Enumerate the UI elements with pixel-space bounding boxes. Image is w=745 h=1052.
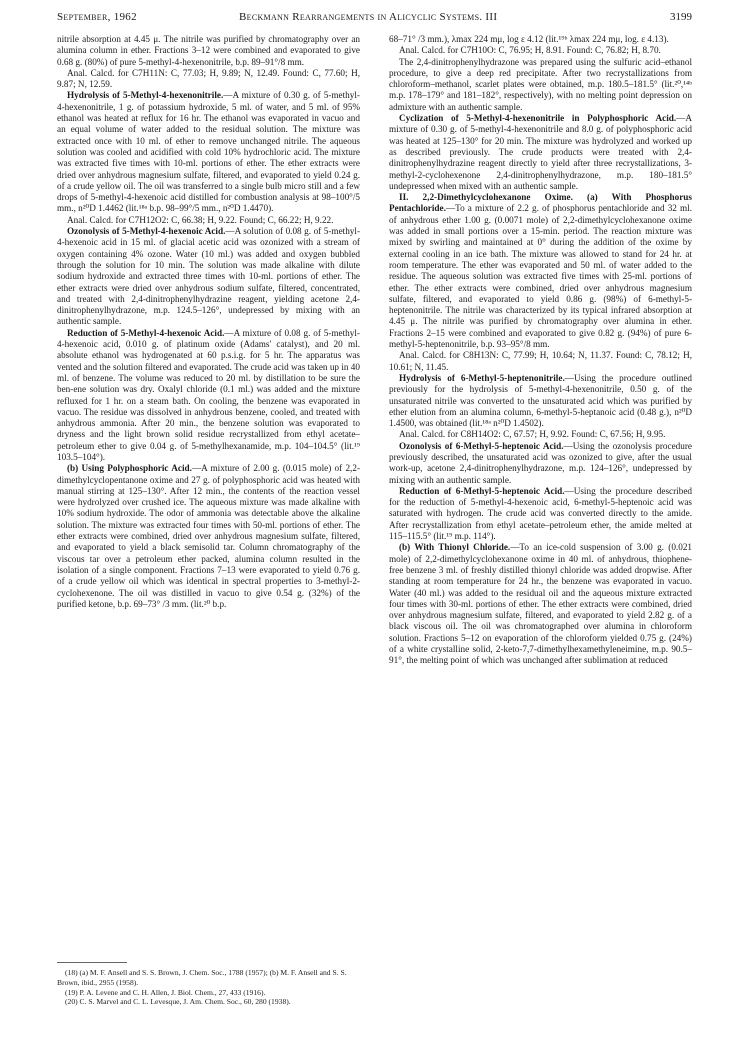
paragraph: Anal. Calcd. for C7H11N: C, 77.03; H, 9.89; N, 12.49. Found: C, 77.60; H, 9.87; N, 12.59.: [57, 67, 360, 90]
paragraph: (b) Using Polyphosphoric Acid.—A mixture of 2.00 g. (0.015 mole) of 2,2-dimethylcyclopentanone oxime and 27 g. of polyphosphoric acid was heated with manual stirring at 125–130°. After 12 min., the contents of the reaction vessel were hydrolyzed over crushed ice. The aqueous mixture was made alkaline with 10% sodium hydroxide. The odor of ammonia was detectable above the alkaline solution. The mixture was extracted four times with 50-ml. portions of ether. The ether extracts were combined, dried over anhydrous magnesium sulfate, filtered, and evaporated to yield a black semisolid tar. Column chromatography of the viscous tar over a petroleum ether packed, alumina column resulted in the isolation of a single component. Fractions 7–13 were evaporated to yield 0.76 g. of a crude yellow oil which was identical in spectral properties to 3-methyl-2-cyclohexenone. The oil was distilled in vacuo to give 0.54 g. (32%) of the purified ketone, b.p. 69–73° /3 mm. (lit.²⁰ b.p.: [57, 463, 361, 609]
paragraph: Anal. Calcd. for C7H10O: C, 76.95; H, 8.91. Found: C, 76.82; H, 8.70.: [399, 45, 661, 56]
paragraph: II. 2,2-Dimethylcyclohexanone Oxime. (a) With Phosphorus Pentachloride.—To a mixture of 2.2 g. of phosphorus pentachloride and 32 ml. of anhydrous ether 1.00 g. (0.0071 mole) of 2,2-dimethylcyclohexanone oxime was added in small portions over a 15-min. period. The reaction mixture was mixed by swirling and maintained at 0° during the addition of the oxime by external cooling in an ice bath. The mixture was allowed to stand for 24 hr. at room temperature. The ether was evaporated and 50 ml. of water added to the residue. The aqueous solution was extracted five times with 25-ml. portions of ether. The ether extracts were combined, dried over anhydrous magnesium sulfate, filtered, and evaporated to yield 0.86 g. (98%) of 6-methyl-5-heptenonitrile. The nitrile was characterized by its typical infrared absorption at 4.45 μ. The nitrile was purified by chromatography over alumina in ether. Fractions 2–15 were combined and evaporated to give 0.82 g. (94%) of pure 6-methyl-5-heptenonitrile, b.p. 93–95°/8 mm.: [389, 192, 692, 350]
page-number: 3199: [670, 11, 692, 23]
paragraph: nitrile absorption at 4.45 μ. The nitrile was purified by chromatography over an alumina column in ether. Fractions 3–12 were combined and evaporated to give 0.68 g. (80%) of pure 5-methyl-4-hexenonitrile, b.p. 89–91°/8 mm.: [57, 34, 360, 67]
paragraph: 68–71° /3 mm.), λmax 224 mμ, log ε 4.12 (lit.¹⁹ᵇ λmax 224 mμ, log. ε 4.13).: [389, 34, 669, 44]
footnotes: [57, 968, 360, 1007]
paragraph: Reduction of 6-Methyl-5-heptenoic Acid.—Using the procedure described for the reduction of 5-methyl-4-hexenoic acid, 6-methyl-5-heptenoic acid was saturated with hydrogen. The crude acid was converted directly to the amide. After recrystallization from ethyl acetate–petroleum ether, the amide melted at 115–115.5° (lit.¹⁹ m.p. 114°).: [389, 485, 693, 542]
running-header: [57, 11, 692, 25]
footnote-rule: [57, 962, 127, 963]
paragraph: Hydrolysis of 5-Methyl-4-hexenonitrile.—A mixture of 0.30 g. of 5-methyl-4-hexenonitrile, 1 g. of potassium hydroxide, 5 ml. of water, and 5 ml. of 95% ethanol was heated at reflux for 16 hr. The ethanol was evaporated in vacuo and an equal volume of water added to the residual solution. The mixture was extracted once with 10 ml. of ether to remove unchanged nitrile. The aqueous solution was cooled and acidified with cold 10% hydrochloric acid. The mixture was extracted five times with 10-ml. portions of ether. The ether extracts were dried over anhydrous magnesium sulfate, filtered, and evaporated to yield 0.24 g. of a crude yellow oil. The oil was transferred to a single bulb micro still and a few drops of 5-methyl-4-hexenoic acid distilled for combustion analysis at 98–100°/5 mm., n²⁰D 1.4462 (lit.¹⁸ᵃ b.p. 98–99°/5 mm., n²⁰D 1.4470).: [57, 90, 360, 214]
footnote: (19) P. A. Levene and C. H. Allen, J. Biol. Chem., 27, 433 (1916).: [65, 987, 266, 997]
paragraph: Ozonolysis of 5-Methyl-4-hexenoic Acid.—A solution of 0.08 g. of 5-methyl-4-hexenoic acid in 15 ml. of glacial acetic acid was ozonized with a stream of oxygen containing 4% ozone. Water (10 ml.) was added and oxygen bubbled through the solution for 10 min. The solution was made alkaline with dilute sodium hydroxide and extracted three times with 10-ml. portions of ether. The ether extracts were dried over anhydrous sodium sulfate, filtered, concentrated, and treated with 2,4-dinitrophenylhydrazine reagent, yielding acetone 2,4-dinitrophenylhydrazone, m.p. 124.5–126°, undepressed by mixing with an authentic sample.: [57, 226, 361, 327]
paragraph: Anal. Calcd. for C8H13N: C, 77.99; H, 10.64; N, 11.37. Found: C, 78.12; H, 10.61; N, 11.45.: [389, 350, 692, 372]
footnote: (20) C. S. Marvel and C. L. Levesque, J. Am. Chem. Soc., 60, 280 (1938).: [65, 997, 291, 1007]
paragraph: Anal. Calcd. for C7H12O2: C, 66.38; H, 9.22. Found; C, 66.22; H, 9.22.: [67, 214, 334, 225]
paragraph: Cyclization of 5-Methyl-4-hexenonitrile in Polyphosphoric Acid.—A mixture of 0.30 g. of 5-methyl-4-hexenonitrile and 8.0 g. of polyphosphoric acid was heated at 125–130° for 20 min. The mixture was hydrolyzed and worked up as described previously. The crude products were treated with 2,4-dinitrophenylhydrazine reagent directly to yield after three recrystallizations, 3-methyl-2-cyclohexenone 2,4-dinitrophenylhydrazone, m.p. 180–181.5° undepressed when mixed with an authentic sample.: [389, 113, 692, 191]
footnote: (18) (a) M. F. Ansell and S. S. Brown, J. Chem. Soc., 1788 (1957); (b) M. F. Ansell and S. S. Brown, ibid., 2955 (1958).: [57, 968, 347, 987]
right-column: [389, 34, 692, 667]
article-running-title: Beckmann Rearrangements in Alicyclic Systems. III: [239, 11, 498, 23]
paragraph: (b) With Thionyl Chloride.—To an ice-cold suspension of 3.00 g. (0.021 mole) of 2,2-dimethylcyclohexanone oxime in 40 ml. of anhydrous, thiophene-free benzene 3 ml. of freshly distilled thionyl chloride was added dropwise. After standing at room temperature for 24 hr., the benzene was evaporated in vacuo. Water (40 ml.) was added to the residual oil and the aqueous mixture extracted four times with 30-ml. portions of ether. The ether extracts were combined, dried over anhydrous magnesium sulfate, filtered, and evaporated to yield 2.82 g. of a black viscous oil. The oil was chromatographed over alumina in chloroform solution. Fractions 5–12 on evaporation of the chloroform yielded 0.75 g. (24%) of a white crystalline solid, 2-keto-7,7-dimethylhexamethyleneimine, m.p. 90.5–91°, the melting point of which was unchanged after sublimation at reduced: [389, 542, 693, 666]
paragraph: Reduction of 5-Methyl-4-hexenoic Acid.—A mixture of 0.08 g. of 5-methyl-4-hexenoic acid, 0.010 g. of platinum oxide (Adams' catalyst), and 20 ml. absolute ethanol was hydrogenated at 60 p.s.i.g. for 5 hr. The apparatus was vented and the solution filtered and evaporated. The crude acid was taken up in 40 ml. of benzene. The volume was reduced to 20 ml. by distillation to be sure the ben-ene solution was dry. Oxalyl chloride (0.1 ml.) was added and the mixture refluxed for 1 hr. on a steam bath. On cooling, the benzene was evaporated in vacuo. The residue was dissolved in anhydrous benzene, cooled, and treated with anhydrous ammonia. After 20 min., the benzene solution was evaporated to dryness and the light brown solid residue recrystallized from ethyl acetate–petroleum ether to give 0.04 g. of 5-methylhexanamide, m.p. 104–104.5° (lit.¹⁹ 103.5–104°).: [57, 327, 360, 462]
paragraph: The 2,4-dinitrophenylhydrazone was prepared using the sulfuric acid–ethanol procedure, to give a deep red precipitate. After two recrystallizations from chloroform–methanol, scarlet plates were obtained, m.p. 180.5–181.5° (lit.²⁰,¹⁴ᵇ m.p. 178–179° and 181–182°, respectively), with no melting point depression on admixture with an authentic sample.: [389, 56, 692, 112]
paragraph: Anal. Calcd. for C8H14O2: C, 67.57; H, 9.92. Found: C, 67.56; H, 9.95.: [399, 429, 666, 440]
left-column: [57, 34, 360, 610]
paragraph: Ozonolysis of 6-Methyl-5-heptenoic Acid.—Using the ozonolysis procedure previously described, the unsaturated acid was ozonized to give, after the usual work-up, acetone 2,4-dinitrophenylhydrazone, m.p. 124–126°, undepressed by mixing with an authentic sample.: [389, 440, 692, 485]
journal-date: September, 1962: [57, 11, 137, 23]
paragraph: Hydrolysis of 6-Methyl-5-heptenonitrile.—Using the procedure outlined previously for the hydrolysis of 5-methyl-4-hexenonitrile, 0.50 g. of the unsaturated nitrile was converted to the unsaturated acid which was purified by ether elution from an alumina column, 6-methyl-5-heptanoic acid (0.48 g.), n²⁰D 1.4500, was obtained (lit.¹⁸ᵃ n²⁰D 1.4502).: [389, 372, 692, 429]
